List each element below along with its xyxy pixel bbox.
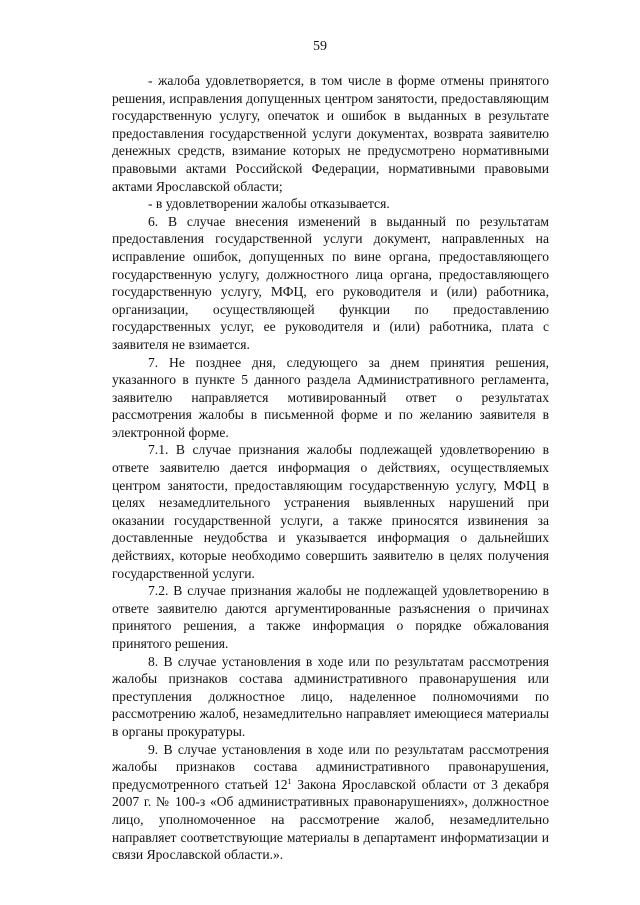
- page-number: 59: [313, 39, 327, 54]
- document-body: [112, 72, 549, 864]
- paragraph-9-text-end: Закона Ярославской области от 3 декабря 2007 г. № 100-з «Об административных правонарушениях», должностное лицо, уполномоченное на рассмотрение жалоб, незамедлительно направляет соответствующие материалы в департамент информатизации и связи Ярославской области.».: [112, 776, 549, 863]
- paragraph-complaint-satisfied: - жалоба удовлетворяется, в том числе в форме отмены принятого решения, исправления допущенных центром занятости, предоставляющим государственную услугу, опечаток и ошибок в выданных в результате предоставления государственной услуги документах, возврата заявителю денежных средств, взимание которых не предусмотрено нормативными правовыми актами Российской Федерации, нормативными правовыми актами Ярославской области;: [112, 73, 549, 194]
- paragraph-9: [112, 741, 549, 864]
- paragraph-9-text-start: 9. В случае установления в ходе или по результатам рассмотрения жалобы признаков состава административного правонарушения, предусмотренного статьей 12: [112, 741, 549, 792]
- paragraph-7-2: 7.2. В случае признания жалобы не подлежащей удовлетворению в ответе заявителю даются аргументированные разъяснения о причинах принятого решения, а также информация о порядке обжалования принятого решения.: [112, 583, 549, 651]
- paragraph-7-1: 7.1. В случае признания жалобы подлежащей удовлетворению в ответе заявителю дается информация о действиях, осуществляемых центром занятости, предоставляющим государственную услугу, МФЦ в целях незамедлительного устранения выявленных нарушений при оказании государственной услуги, а также приносятся извинения за доставленные неудобства и указывается информация о дальнейших действиях, которые необходимо совершить заявителю в целях получения государственной услуги.: [112, 442, 549, 581]
- paragraph-9-superscript: 1: [287, 776, 292, 786]
- paragraph-7: 7. Не позднее дня, следующего за днем принятия решения, указанного в пункте 5 данного раздела Административного регламента, заявителю направляется мотивированный ответ о результатах рассмотрения жалобы в письменной форме и по желанию заявителя в электронной форме.: [112, 354, 549, 440]
- paragraph-complaint-refused: - в удовлетворении жалобы отказывается.: [148, 196, 390, 212]
- paragraph-6: 6. В случае внесения изменений в выданный по результатам предоставления государственной услуги документ, направленных на исправление ошибок, допущенных по вине органа, предоставляющего государственную услугу, должностного лица органа, предоставляющего государственную услугу, МФЦ, его руководителя и (или) работника, организации, осуществляющей функции по предоставлению государственных услуг, ее руководителя и (или) работника, плата с заявителя не взимается.: [112, 213, 549, 352]
- paragraph-8: 8. В случае установления в ходе или по результатам рассмотрения жалобы признаков состава административного правонарушения или преступления должностное лицо, наделенное полномочиями по рассмотрению жалоб, незамедлительно направляет имеющиеся материалы в органы прокуратуры.: [112, 653, 549, 739]
